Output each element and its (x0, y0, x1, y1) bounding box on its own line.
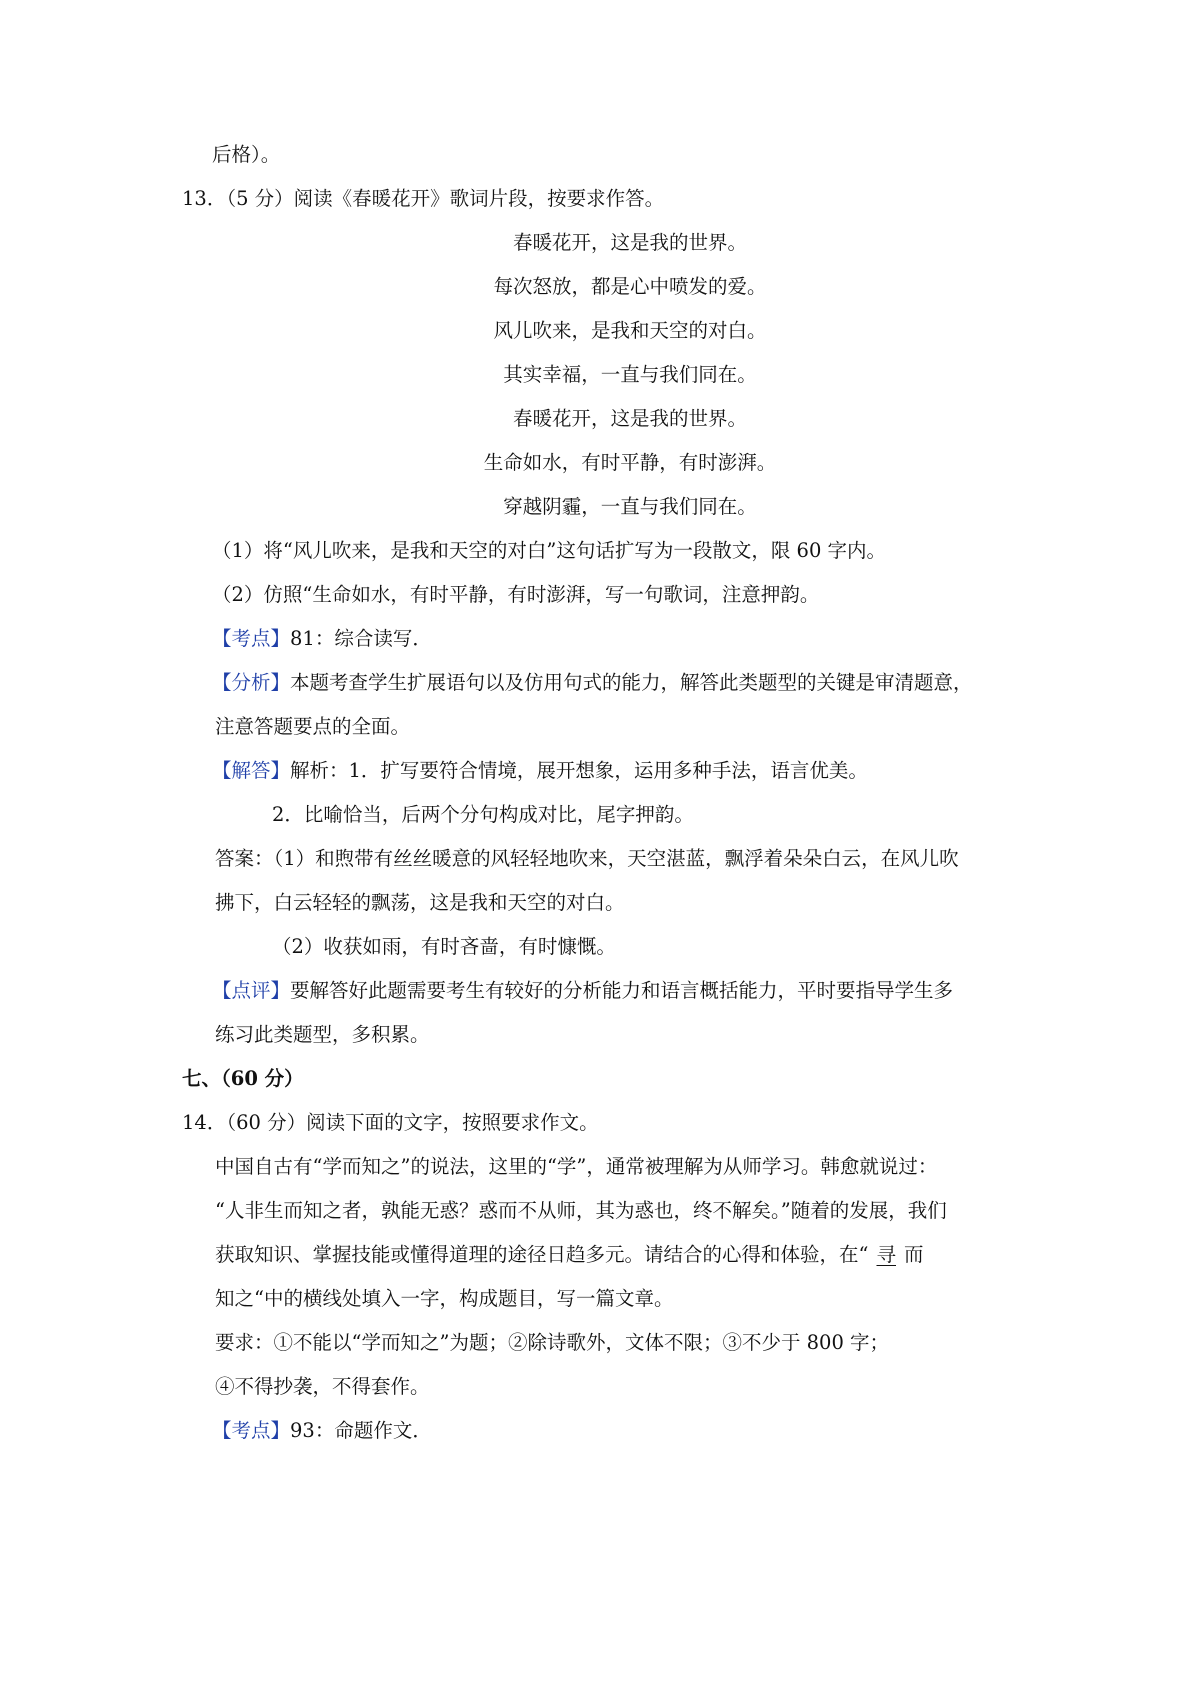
q13-fenxi-cont: 注意答题要点的全面。 (215, 715, 411, 738)
continued-line: 后格）。 (212, 143, 281, 166)
q14-kaodian: 【考点】93：命题作文． (212, 1419, 432, 1442)
q13-jieda-point-2: 2．比喻恰当，后两个分句构成对比，尾字押韵。 (272, 803, 694, 826)
q14-requirements: 要求：①不能以“学而知之”为题；②除诗歌外，文体不限；③不少于 800 字； (215, 1331, 890, 1354)
q13-subquestion-1: （1）将“风儿吹来，是我和天空的对白”这句话扩写为一段散文，限 60 字内。 (212, 539, 887, 562)
q13-subquestion-2: （2）仿照“生命如水，有时平静，有时澎湃，写一句歌词，注意押韵。 (212, 583, 820, 606)
dianping-tag: 【点评】 (212, 979, 291, 1002)
kaodian-tag: 【考点】 (212, 627, 291, 650)
lyric-line: 春暖花开，这是我的世界。 (512, 407, 747, 430)
lyric-line: 其实幸福，一直与我们同在。 (503, 363, 757, 386)
q13-fenxi: 【分析】本题考查学生扩展语句以及仿用句式的能力，解答此类题型的关键是审清题意， (212, 671, 973, 694)
q14-prompt: 14．（60 分）阅读下面的文字，按照要求作文。 (182, 1111, 599, 1134)
q13-kaodian: 【考点】81：综合读写． (212, 627, 432, 650)
q13-dianping-cont: 练习此类题型，多积累。 (215, 1023, 430, 1046)
q14-material-line: 获取知识、掌握技能或懂得道理的途径日趋多元。请结合的心得和体验，在“ 寻 而 (215, 1241, 1200, 1269)
q13-prompt: 13．（5 分）阅读《春暖花开》歌词片段，按要求作答。 (182, 187, 665, 210)
lyric-line: 生命如水，有时平静，有时澎湃。 (483, 451, 777, 474)
q13-answer-2: （2）收获如雨，有时吝啬，有时慷慨。 (272, 935, 616, 958)
q13-answer-1-cont: 拂下，白云轻轻的飘荡，这是我和天空的对白。 (215, 891, 625, 914)
kaodian-tag: 【考点】 (212, 1419, 291, 1442)
section-title: 七、（60 分） (182, 1067, 304, 1090)
q13-jieda: 【解答】解析：1．扩写要符合情境，展开想象，运用多种手法，语言优美。 (212, 759, 868, 782)
q14-material-line: 中国自古有“学而知之”的说法，这里的“学”，通常被理解为从师学习。韩愈就说过： (215, 1155, 938, 1178)
lyric-line: 穿越阴霾，一直与我们同在。 (503, 495, 757, 518)
lyric-line: 每次怒放，都是心中喷发的爱。 (493, 275, 767, 298)
q14-requirements-cont: ④不得抄袭，不得套作。 (215, 1375, 430, 1398)
q13-answer-1: 答案：（1）和煦带有丝丝暖意的风轻轻地吹来，天空湛蓝，飘浮着朵朵白云，在风儿吹 (215, 847, 959, 870)
fenxi-tag: 【分析】 (212, 671, 291, 694)
fill-blank: 寻 (876, 1243, 896, 1266)
q14-material-line: “人非生而知之者，孰能无惑？惑而不从师，其为惑也，终不解矣。”随着的发展，我们 (215, 1199, 947, 1222)
lyric-line: 风儿吹来，是我和天空的对白。 (493, 319, 767, 342)
q14-material-line: 知之“中的横线处填入一字，构成题目，写一篇文章。 (215, 1287, 674, 1310)
q13-dianping: 【点评】要解答好此题需要考生有较好的分析能力和语言概括能力，平时要指导学生多 (212, 979, 954, 1002)
lyric-line: 春暖花开，这是我的世界。 (512, 231, 747, 254)
jieda-tag: 【解答】 (212, 759, 291, 782)
